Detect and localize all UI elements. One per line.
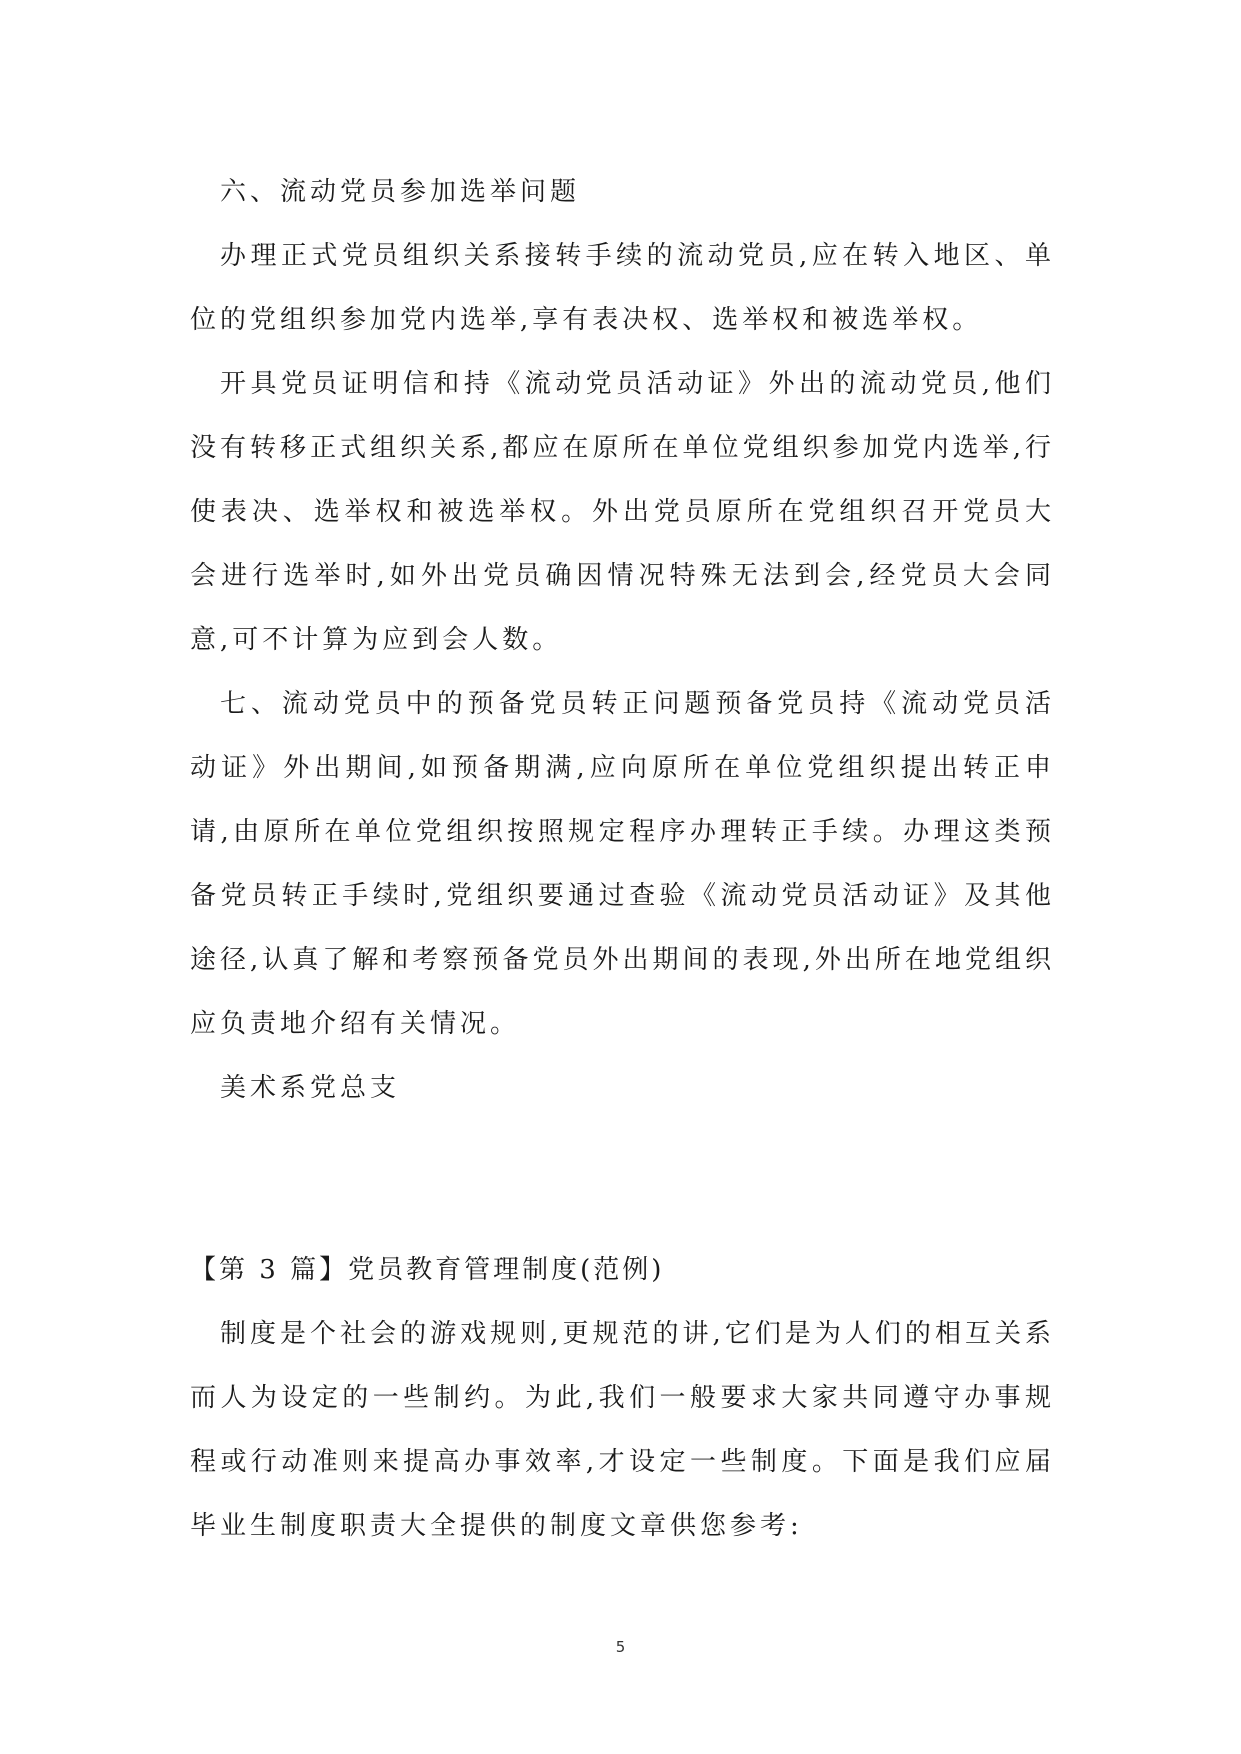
article-intro-paragraph: 制度是个社会的游戏规则,更规范的讲,它们是为人们的相互关系而人为设定的一些制约。为此,我们一般要求大家共同遵守办事规程或行动准则来提高办事效率,才设定一些制度。下面是我们应届毕业生制度职责大全提供的制度文章供您参考: xyxy=(190,1319,1055,1541)
section-seven-paragraph: 七、流动党员中的预备党员转正问题预备党员持《流动党员活动证》外出期间,如预备期满,应向原所在单位党组织提出转正申请,由原所在单位党组织按照规定程序办理转正手续。办理这类预备党员转正手续时,党组织要通过查验《流动党员活动证》及其他途径,认真了解和考察预备党员外出期间的表现,外出所在地党组织应负责地介绍有关情况。 xyxy=(190,689,1055,1039)
article-title: 【第 3 篇】党员教育管理制度(范例) xyxy=(190,1255,665,1285)
section-six-heading: 六、流动党员参加选举问题 xyxy=(220,177,581,207)
page-number: 5 xyxy=(615,1638,626,1656)
signature: 美术系党总支 xyxy=(220,1073,401,1103)
section-six-paragraph-1: 办理正式党员组织关系接转手续的流动党员,应在转入地区、单位的党组织参加党内选举,享有表决权、选举权和被选举权。 xyxy=(190,241,1055,335)
section-spacer xyxy=(190,1120,1055,1238)
section-six-paragraph-2: 开具党员证明信和持《流动党员活动证》外出的流动党员,他们没有转移正式组织关系,都应在原所在单位党组织参加党内选举,行使表决、选举权和被选举权。外出党员原所在党组织召开党员大会进行选举时,如外出党员确因情况特殊无法到会,经党员大会同意,可不计算为应到会人数。 xyxy=(190,369,1055,655)
document-body xyxy=(190,160,1055,1558)
